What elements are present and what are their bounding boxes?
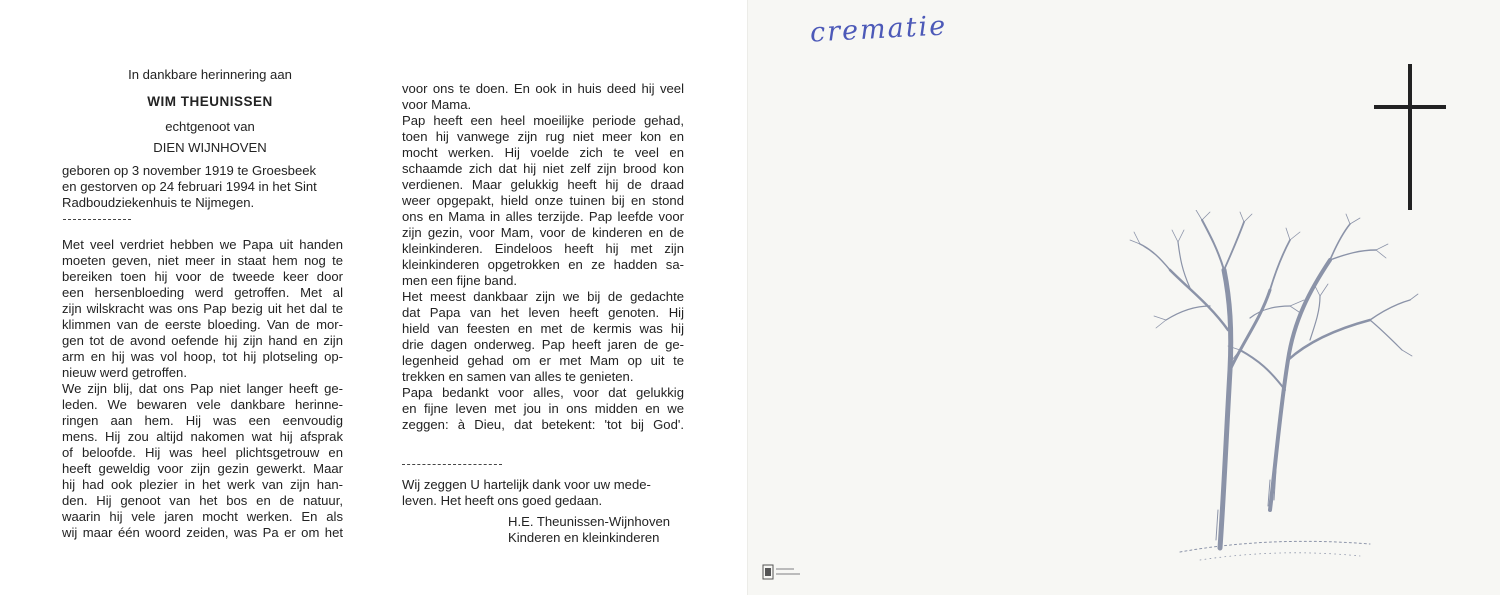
body-line: kleinkinderen. Eindeloos heeft hij met zijn <box>402 241 684 256</box>
text-column-1 <box>62 237 343 541</box>
text-column-2 <box>402 81 684 433</box>
intro-line: In dankbare herinnering aan <box>128 67 292 82</box>
body-line: weer opgepakt, hield onze tuinen bij en stond <box>402 193 684 208</box>
body-line: heeft geweldig voor zijn gezin gewerkt. Maar <box>62 461 343 476</box>
spouse-prefix: echtgenoot van <box>165 119 255 134</box>
body-line: arm en hij was vol hoop, tot hij plotseling op- <box>62 349 343 364</box>
body-line: Het meest dankbaar zijn we bij de gedachte <box>402 289 684 304</box>
cross-icon <box>1374 64 1446 214</box>
body-line: nieuw werd getroffen. <box>62 365 187 380</box>
body-line: moeten geven, niet meer in staat hem nog te <box>62 253 343 268</box>
body-line: wij maar één woord zeiden, was Pa er om het <box>62 525 343 540</box>
body-line: en fijne leven met jou in ons midden en we <box>402 401 684 416</box>
printer-logo-icon <box>762 564 822 582</box>
body-line: Pap heeft een heel moeilijke periode gehad, <box>402 113 684 128</box>
body-line: of beloofde. Hij was heel plichtsgetrouw en <box>62 445 343 460</box>
body-line: trekken en samen van alles te genieten. <box>402 369 634 384</box>
divider <box>402 464 502 465</box>
body-line: men een fijne band. <box>402 273 518 288</box>
body-line: hij had ook plezier in het werk van zijn han- <box>62 477 343 492</box>
body-line: hield van feesten en met de kermis was hij <box>402 321 684 336</box>
thanks-paragraph <box>402 477 687 509</box>
birth-death-line: geboren op 3 november 1919 te Groesbeek <box>62 163 317 178</box>
body-line: klimmen van de eerste bloeding. Van de mor- <box>62 317 343 332</box>
body-line: zijn wilskracht was ons Pap bezig uit het dal te <box>62 301 343 316</box>
body-line: dat Papa van het leven heeft genoten. Hij <box>402 305 684 320</box>
body-line: zijn gezin, voor Mam, voor de kinderen en de <box>402 225 684 240</box>
body-line: We zijn blij, dat ons Pap niet langer heeft ge- <box>62 381 343 396</box>
thanks-line: Wij zeggen U hartelijk dank voor uw mede- <box>402 477 651 492</box>
body-line: zeggen: à Dieu, dat betekent: 'tot bij God'. <box>402 417 684 432</box>
signature-block <box>508 514 708 546</box>
body-line: ons en Mama in alles terzijde. Pap leefde voor <box>402 209 684 224</box>
memorial-text-page <box>0 0 748 595</box>
body-line: leden. We bewaren vele dankbare herinne- <box>62 397 343 412</box>
signature-line: H.E. Theunissen-Wijnhoven <box>508 514 671 529</box>
body-line: waarin hij vele jaren mocht werken. En als <box>62 509 343 524</box>
birth-death-line: en gestorven op 24 februari 1994 in het Sint <box>62 179 317 194</box>
body-line: den. Hij genoot van het bos en de natuur, <box>62 493 343 508</box>
divider <box>63 219 131 220</box>
handwritten-note: crematie <box>809 10 948 49</box>
body-line: verdienen. Maar gelukkig heeft hij de draad <box>402 177 684 192</box>
thanks-line: leven. Het heeft ons goed gedaan. <box>402 493 603 508</box>
body-line: drie dagen onderweg. Pap heeft jaren de ge- <box>402 337 684 352</box>
birth-death-line: Radboudziekenhuis te Nijmegen. <box>62 195 255 210</box>
body-line: mens. Hij zou altijd nakomen wat hij afsprak <box>62 429 343 444</box>
tree-illustration <box>1120 210 1420 570</box>
birth-death-paragraph <box>62 163 347 211</box>
body-line: mocht werken. Hij voelde zich te veel en <box>402 145 684 160</box>
body-line: kleinkinderen opgetrokken en ze hadden sa- <box>402 257 684 272</box>
deceased-name: WIM THEUNISSEN <box>147 94 273 109</box>
body-line: Met veel verdriet hebben we Papa uit handen <box>62 237 343 252</box>
body-line: bereiken toen hij voor de tweede keer door <box>62 269 343 284</box>
body-line: legenheid gehad om er met Mam op uit te <box>402 353 684 368</box>
body-line: toen hij vanwege zijn rug niet meer kon en <box>402 129 684 144</box>
body-line: voor Mama. <box>402 97 472 112</box>
body-line: gen tot de avond oefende hij zijn hand en zijn <box>62 333 343 348</box>
spouse-name: DIEN WIJNHOVEN <box>153 140 267 155</box>
body-line: ringen aan hem. Hij was een eenvoudig <box>62 413 343 428</box>
body-line: schaamde zich dat hij niet zelf zijn brood kon <box>402 161 684 176</box>
body-line: een hersenbloeding werd getroffen. Met al <box>62 285 343 300</box>
signature-line: Kinderen en kleinkinderen <box>508 530 660 545</box>
body-line: voor ons te doen. En ook in huis deed hij veel <box>402 81 684 96</box>
body-line: Papa bedankt voor alles, voor dat gelukkig <box>402 385 684 400</box>
